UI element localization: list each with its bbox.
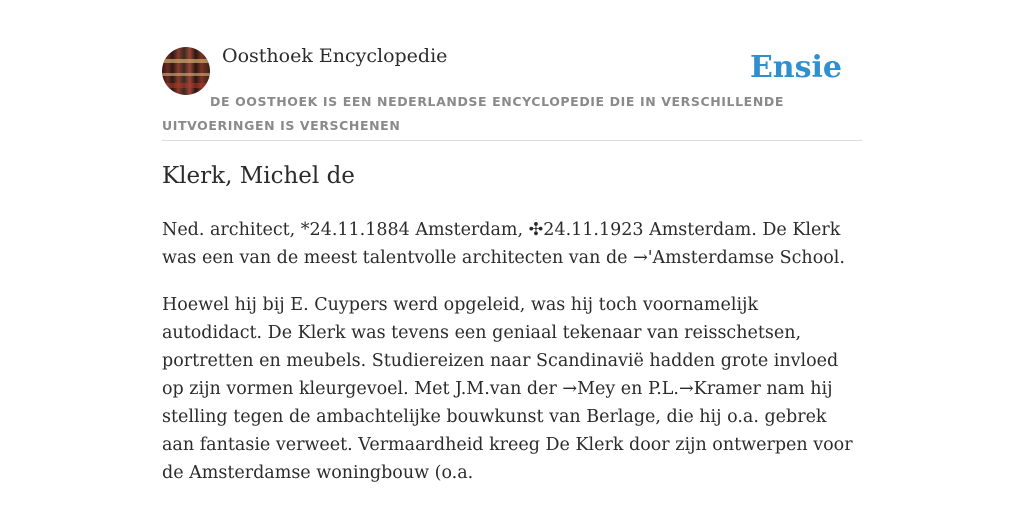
page	[162, 0, 862, 483]
encyclopedia-name-link[interactable]: Oosthoek Encyclopedie	[222, 45, 448, 67]
encyclopedia-tagline: DE OOSTHOEK IS EEN NEDERLANDSE ENCYCLOPEDIE DIE IN VERSCHILLENDE UITVOERINGEN IS VERSCHENEN	[162, 94, 784, 133]
page-header	[162, 0, 862, 141]
article-paragraph-1: Ned. architect, *24.11.1884 Amsterdam, ✣24.11.1923 Amsterdam. De Klerk was een van de meest talentvolle architecten van de →'Amsterdamse School.	[162, 220, 845, 268]
article-title: Klerk, Michel de	[162, 163, 355, 189]
encyclopedia-books-avatar-icon[interactable]	[162, 47, 210, 95]
ensie-logo[interactable]: Ensie	[749, 50, 842, 85]
article-paragraph-2: Hoewel hij bij E. Cuypers werd opgeleid, was hij toch voornamelijk autodidact. De Klerk was tevens een geniaal tekenaar van reisschetsen, portretten en meubels. Studiereizen naar Scandinavië hadden grote invloed op zijn vormen kleurgevoel. Met J.M.van der →Mey en P.L.→Kramer nam hij stelling tegen de ambachtelijke bouwkunst van Berlage, die hij o.a. gebrek aan fantasie verweet. Vermaardheid kreeg De Klerk door zijn ontwerpen voor de Amsterdamse woningbouw (o.a.	[162, 295, 853, 483]
